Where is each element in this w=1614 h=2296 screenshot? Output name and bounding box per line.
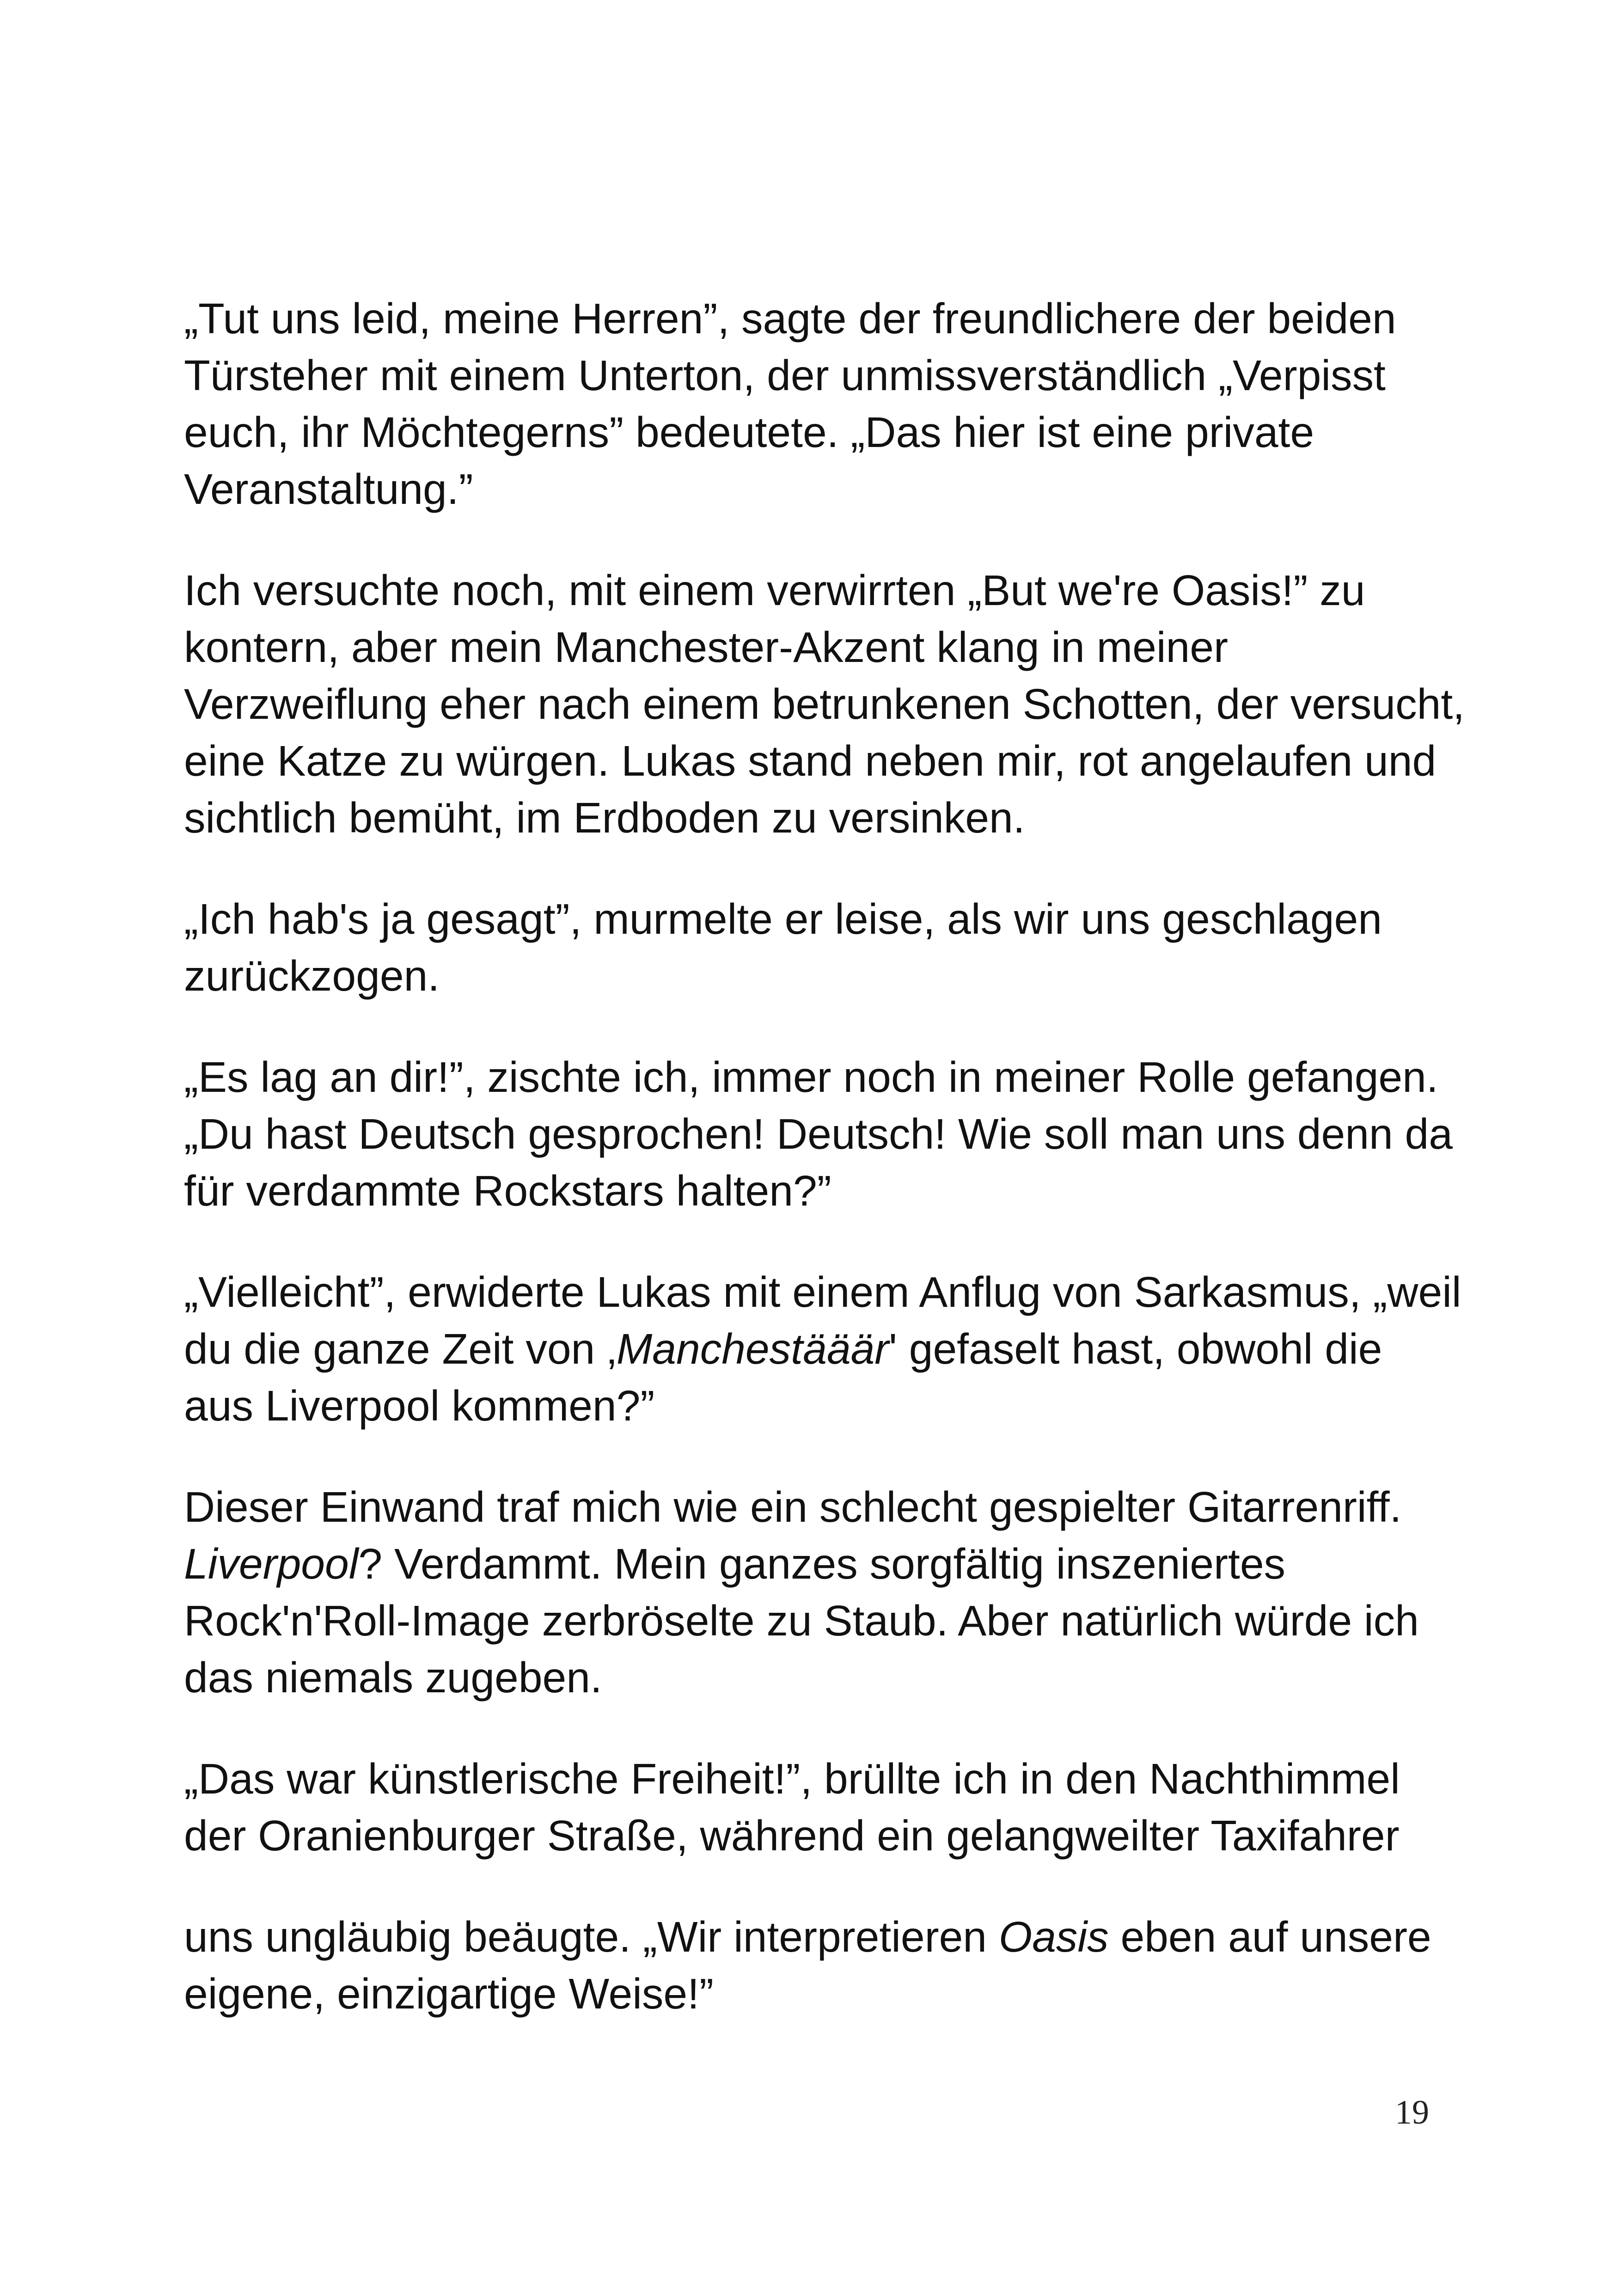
text-line [184, 1751, 1460, 1807]
text-run: Veranstaltung.” [184, 465, 473, 513]
text-line [184, 461, 1460, 518]
paragraph [184, 562, 1465, 846]
paragraph [184, 1751, 1460, 1864]
text-run: sichtlich bemüht, im Erdboden zu versinken. [184, 794, 1025, 842]
text-run: aus Liverpool kommen?” [184, 1382, 655, 1430]
text-run: „Es lag an dir!”, zischte ich, immer noch in meiner Rolle gefangen. [184, 1053, 1438, 1101]
text-run: eben auf unsere [1108, 1913, 1431, 1961]
text-line [184, 1163, 1460, 1219]
text-line [184, 562, 1460, 619]
text-line [184, 676, 1465, 733]
text-run: für verdammte Rockstars halten?” [184, 1167, 831, 1215]
text-line [184, 1321, 1460, 1378]
text-line [184, 1909, 1460, 1965]
text-line [184, 1264, 1460, 1321]
text-run: zurückzogen. [184, 952, 440, 1000]
text-run: „Du hast Deutsch gesprochen! Deutsch! Wie soll man uns denn da [184, 1110, 1453, 1158]
paragraph [184, 1264, 1460, 1434]
text-run: du die ganze Zeit von ‚ [184, 1325, 617, 1373]
text-run: ? Verdammt. Mein ganzes sorgfältig inszeniertes [358, 1540, 1286, 1588]
paragraph [184, 1049, 1460, 1219]
italic-text: Liverpool [184, 1540, 359, 1588]
paragraph [184, 891, 1460, 1004]
text-run: euch, ihr Möchtegerns” bedeutete. „Das hier ist eine private [184, 408, 1314, 456]
text-run: „Das war künstlerische Freiheit!”, brüllte ich in den Nachthimmel [184, 1755, 1400, 1803]
text-line [184, 790, 1460, 846]
text-run: Türsteher mit einem Unterton, der unmissverständlich „Verpisst [184, 351, 1386, 399]
text-line [184, 733, 1460, 790]
text-run: Dieser Einwand traf mich wie ein schlecht gespielter Gitarrenriff. [184, 1483, 1402, 1531]
text-run: Rock'n'Roll-Image zerbröselte zu Staub. Aber natürlich würde ich [184, 1597, 1419, 1645]
text-run: eigene, einzigartige Weise!” [184, 1970, 714, 2018]
text-run: das niemals zugeben. [184, 1653, 602, 1702]
text-run: Ich versuchte noch, mit einem verwirrten „But we're Oasis!” zu [184, 566, 1365, 614]
text-line [184, 619, 1460, 676]
text-run: ' gefaselt hast, obwohl die [889, 1325, 1382, 1373]
paragraph [184, 1909, 1460, 2022]
text-line [184, 404, 1460, 461]
text-run: uns ungläubig beäugte. „Wir interpretieren [184, 1913, 999, 1961]
text-run: der Oranienburger Straße, während ein gelangweilter Taxifahrer [184, 1812, 1400, 1860]
text-run: „Tut uns leid, meine Herren”, sagte der freundlichere der beiden [184, 294, 1396, 343]
text-line [184, 1807, 1460, 1864]
text-line [184, 1049, 1460, 1106]
text-line [184, 1106, 1460, 1163]
text-line [184, 1378, 1460, 1434]
page-number: 19 [1395, 2094, 1429, 2131]
text-line [184, 1592, 1460, 1649]
text-line [184, 948, 1460, 1004]
paragraph [184, 290, 1460, 518]
text-line [184, 891, 1460, 948]
text-run: „Vielleicht”, erwiderte Lukas mit einem Anflug von Sarkasmus, „weil [184, 1268, 1461, 1316]
text-line [184, 1965, 1460, 2022]
text-run: kontern, aber mein Manchester-Akzent klang in meiner [184, 623, 1228, 671]
text-run: eine Katze zu würgen. Lukas stand neben mir, rot angelaufen und [184, 737, 1437, 785]
text-line [184, 290, 1460, 347]
text-line [184, 347, 1460, 404]
text-run: „Ich hab's ja gesagt”, murmelte er leise, als wir uns geschlagen [184, 895, 1382, 943]
italic-text: Oasis [998, 1913, 1109, 1961]
text-line [184, 1536, 1460, 1592]
text-line [184, 1479, 1460, 1536]
body-text [184, 290, 1465, 2067]
text-line [184, 1649, 1460, 1706]
text-run: Verzweiflung eher nach einem betrunkenen Schotten, der versucht, [184, 680, 1465, 728]
italic-text: Manchestääär [616, 1325, 889, 1373]
paragraph [184, 1479, 1460, 1706]
